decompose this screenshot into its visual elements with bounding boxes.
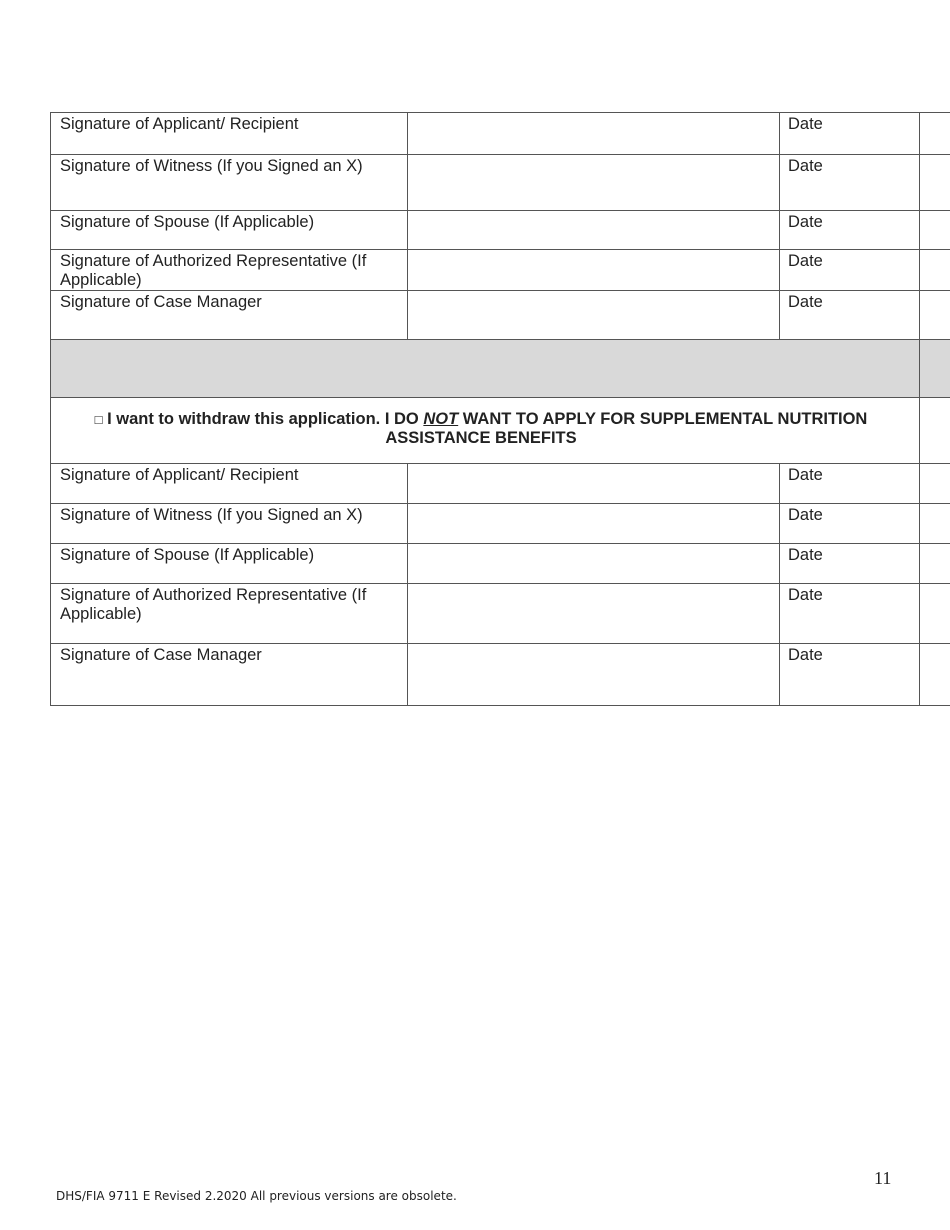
- form-footer: DHS/FIA 9711 E Revised 2.2020 All previous versions are obsolete.: [56, 1189, 457, 1203]
- signature-label: Signature of Spouse (If Applicable): [51, 211, 408, 250]
- shaded-separator-row: [51, 340, 950, 398]
- page-number: 11: [874, 1168, 892, 1188]
- table-cell: [920, 464, 950, 504]
- table-row: [51, 644, 950, 706]
- spouse-signature-field[interactable]: [408, 211, 780, 250]
- shaded-cell: [51, 340, 920, 398]
- date-label[interactable]: Date: [780, 504, 920, 544]
- signature-label: Signature of Witness (If you Signed an X): [51, 504, 408, 544]
- signature-label: Signature of Applicant/ Recipient: [51, 464, 408, 504]
- withdraw-text: WANT TO APPLY FOR SUPPLEMENTAL NUTRITION ASSISTANCE BENEFITS: [385, 410, 868, 447]
- table-row: [51, 250, 950, 291]
- withdraw-row: [51, 398, 950, 464]
- withdraw-checkbox[interactable]: □: [94, 412, 103, 427]
- date-label[interactable]: Date: [780, 644, 920, 706]
- table-row: [51, 464, 950, 504]
- representative-signature-field[interactable]: [408, 584, 780, 644]
- signature-label: Signature of Applicant/ Recipient: [51, 113, 408, 155]
- applicant-signature-field[interactable]: [408, 464, 780, 504]
- table-row: [51, 291, 950, 340]
- witness-signature-field[interactable]: [408, 504, 780, 544]
- table-cell: [920, 291, 950, 340]
- representative-signature-field[interactable]: [408, 250, 780, 291]
- table-row: [51, 584, 950, 644]
- signature-label: Signature of Spouse (If Applicable): [51, 544, 408, 584]
- date-label[interactable]: Date: [780, 544, 920, 584]
- withdraw-text: I want to withdraw this application. I DO: [107, 410, 424, 428]
- table-row: [51, 113, 950, 155]
- table-cell: [920, 398, 950, 464]
- signature-table: [50, 112, 950, 706]
- signature-label: Signature of Case Manager: [51, 644, 408, 706]
- case-manager-signature-field[interactable]: [408, 291, 780, 340]
- table-cell: [920, 644, 950, 706]
- witness-signature-field[interactable]: [408, 155, 780, 211]
- table-cell: [920, 211, 950, 250]
- date-label[interactable]: Date: [780, 584, 920, 644]
- date-label[interactable]: Date: [780, 211, 920, 250]
- table-cell: [920, 504, 950, 544]
- applicant-signature-field[interactable]: [408, 113, 780, 155]
- table-cell: [920, 155, 950, 211]
- signature-label: Signature of Case Manager: [51, 291, 408, 340]
- withdraw-emphasis: NOT: [423, 410, 459, 428]
- case-manager-signature-field[interactable]: [408, 644, 780, 706]
- date-label[interactable]: Date: [780, 250, 920, 291]
- table-row: [51, 211, 950, 250]
- shaded-cell: [920, 340, 950, 398]
- table-row: [51, 504, 950, 544]
- table-cell: [920, 544, 950, 584]
- table-cell: [920, 584, 950, 644]
- table-row: [51, 155, 950, 211]
- signature-label: Signature of Witness (If you Signed an X): [51, 155, 408, 211]
- date-label[interactable]: Date: [780, 155, 920, 211]
- signature-label: Signature of Authorized Representative (If Applicable): [51, 250, 408, 291]
- table-row: [51, 544, 950, 584]
- date-label[interactable]: Date: [780, 291, 920, 340]
- table-cell: [920, 113, 950, 155]
- spouse-signature-field[interactable]: [408, 544, 780, 584]
- date-label[interactable]: Date: [780, 464, 920, 504]
- date-label[interactable]: Date: [780, 113, 920, 155]
- table-cell: [920, 250, 950, 291]
- signature-label: Signature of Authorized Representative (If Applicable): [51, 584, 408, 644]
- withdraw-statement: [51, 398, 920, 464]
